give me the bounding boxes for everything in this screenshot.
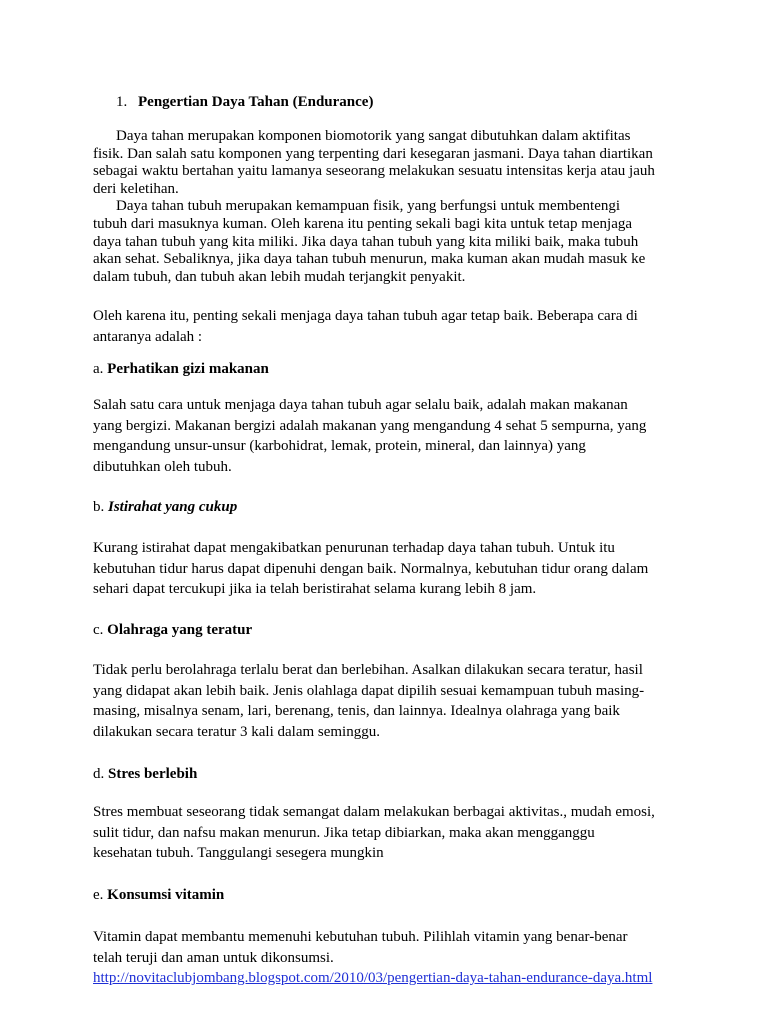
text-line: fisik. Dan salah satu komponen yang terpenting dari kesegaran jasmani. Daya tahan diartikan bbox=[93, 145, 653, 162]
text-line: Kurang istirahat dapat mengakibatkan penurunan terhadap daya tahan tubuh. Untuk itu bbox=[93, 540, 615, 556]
text-line: mengandung unsur-unsur (karbohidrat, lemak, protein, mineral, dan lainnya) yang bbox=[93, 438, 586, 455]
text-line: tubuh dari masuknya kuman. Oleh karena itu penting sekali bagi kita untuk tetap menjaga bbox=[93, 215, 633, 232]
text-line: Daya tahan merupakan komponen biomotorik yang sangat dibutuhkan dalam aktifitas bbox=[116, 128, 631, 144]
section-letter: a. bbox=[93, 361, 104, 377]
section-title: Perhatikan gizi makanan bbox=[107, 361, 269, 377]
section-title: Olahraga yang teratur bbox=[107, 622, 253, 638]
text-line: Oleh karena itu, penting sekali menjaga daya tahan tubuh agar tetap baik. Beberapa cara di bbox=[93, 308, 638, 324]
text-line: dibutuhkan oleh tubuh. bbox=[93, 459, 232, 476]
section-letter: b. bbox=[93, 499, 105, 515]
section-e-heading bbox=[93, 886, 224, 904]
text-line: sebagai waktu bertahan yaitu lamanya seseorang melakukan sesuatu intensitas kerja atau jauh bbox=[93, 163, 655, 180]
text-line: antaranya adalah : bbox=[93, 328, 203, 345]
text-line: Daya tahan tubuh merupakan kemampuan fisik, yang berfungsi untuk membentengi bbox=[116, 198, 621, 215]
lead-paragraph bbox=[93, 306, 693, 347]
section-c-heading bbox=[93, 621, 252, 639]
section-letter: e. bbox=[93, 887, 104, 903]
text-line: telah teruji dan aman untuk dikonsumsi. bbox=[93, 949, 334, 966]
section-letter: d. bbox=[93, 766, 105, 782]
intro-paragraph-1 bbox=[93, 128, 685, 198]
section-title: Istirahat yang cukup bbox=[108, 499, 238, 515]
intro-paragraph-2 bbox=[93, 198, 685, 286]
text-line: sulit tidur, dan nafsu makan menurun. Jika tetap dibiarkan, maka akan mengganggu bbox=[93, 824, 595, 841]
section-a-body bbox=[93, 395, 693, 478]
text-line: Vitamin dapat membantu memenuhi kebutuhan tubuh. Pilihlah vitamin yang benar-benar bbox=[93, 929, 628, 945]
section-a-heading bbox=[93, 360, 269, 378]
text-line: Salah satu cara untuk menjaga daya tahan tubuh agar selalu baik, adalah makan makanan bbox=[93, 397, 628, 413]
text-line: kebutuhan tidur harus dapat dipenuhi dengan baik. Normalnya, kebutuhan tidur orang dalam bbox=[93, 560, 649, 577]
text-line: Tidak perlu berolahraga terlalu berat dan berlebihan. Asalkan dilakukan secara teratur, hasil bbox=[93, 662, 643, 678]
text-line: yang didapat akan lebih baik. Jenis olahlaga dapat dipilih sesuai kemampuan tubuh masing- bbox=[93, 682, 645, 699]
text-line: sehari dapat tercukupi jika ia telah beristirahat selama kurang lebih 8 jam. bbox=[93, 581, 537, 598]
text-line: masing, misalnya senam, lari, berenang, tenis, dan lainnya. Idealnya olahraga yang baik bbox=[93, 703, 620, 720]
text-line: dilakukan secara teratur 3 kali dalam seminggu. bbox=[93, 724, 380, 741]
text-line: akan sehat. Sebaliknya, jika daya tahan tubuh menurun, maka kuman akan mudah masuk ke bbox=[93, 251, 646, 268]
section-letter: c. bbox=[93, 622, 104, 638]
text-line: Stres membuat seseorang tidak semangat dalam melakukan berbagai aktivitas., mudah emosi, bbox=[93, 804, 655, 820]
text-line: daya tahan tubuh yang kita miliki. Jika daya tahan tubuh yang kita miliki baik, maka tubuh bbox=[93, 233, 639, 250]
document-heading bbox=[116, 93, 373, 111]
text-line: deri keletihan. bbox=[93, 180, 179, 197]
heading-number: 1. bbox=[116, 94, 128, 110]
section-c-body bbox=[93, 660, 693, 743]
section-title: Stres berlebih bbox=[108, 766, 198, 782]
section-d-body bbox=[93, 802, 693, 864]
text-line: kesehatan tubuh. Tanggulangi sesegera mungkin bbox=[93, 845, 384, 862]
heading-title: Pengertian Daya Tahan (Endurance) bbox=[138, 94, 374, 110]
section-b-heading bbox=[93, 498, 237, 516]
section-title: Konsumsi vitamin bbox=[107, 887, 225, 903]
source-link[interactable]: http://novitaclubjombang.blogspot.com/2010/03/pengertian-daya-tahan-endurance-daya.html bbox=[93, 970, 653, 987]
section-d-heading bbox=[93, 765, 197, 783]
text-line: yang bergizi. Makanan bergizi adalah makanan yang mengandung 4 sehat 5 sempurna, yang bbox=[93, 417, 647, 434]
section-e-body bbox=[93, 927, 693, 989]
section-b-body bbox=[93, 538, 693, 600]
text-line: dalam tubuh, dan tubuh akan lebih mudah terjangkit penyakit. bbox=[93, 268, 466, 285]
intro-text bbox=[93, 128, 685, 286]
